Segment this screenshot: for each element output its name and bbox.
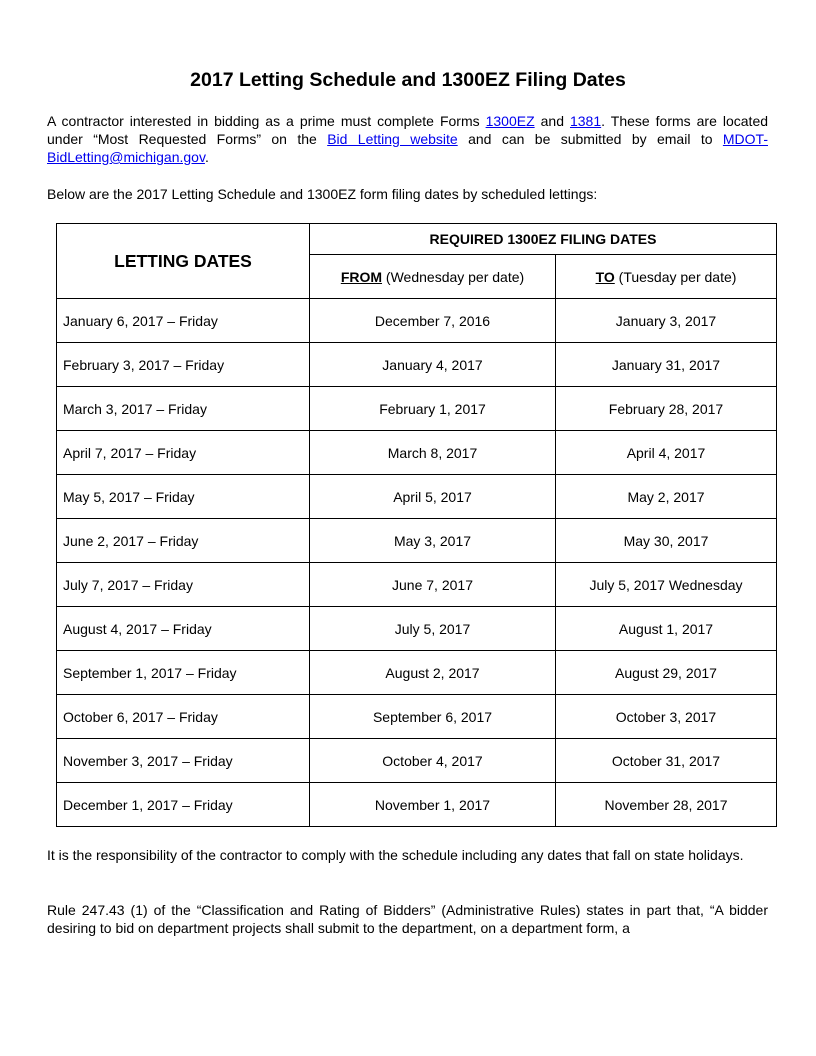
- from-date-cell: December 7, 2016: [310, 299, 556, 343]
- letting-date-cell: March 3, 2017 – Friday: [57, 387, 310, 431]
- table-row: [57, 783, 777, 827]
- table-row: [57, 431, 777, 475]
- intro-text-4: and can be submitted by email to: [457, 131, 723, 147]
- letting-date-cell: January 6, 2017 – Friday: [57, 299, 310, 343]
- from-date-cell: April 5, 2017: [310, 475, 556, 519]
- to-header: [556, 255, 777, 299]
- table-row: [57, 695, 777, 739]
- page-title: 2017 Letting Schedule and 1300EZ Filing Dates: [190, 69, 626, 91]
- to-date-cell: October 31, 2017: [556, 739, 777, 783]
- to-date-cell: May 2, 2017: [556, 475, 777, 519]
- to-date-cell: August 1, 2017: [556, 607, 777, 651]
- rule-paragraph: Rule 247.43 (1) of the “Classification and Rating of Bidders” (Administrative Rules) states in part that, “A bidder desiring to bid on department projects shall submit to the department, on a department form, a: [47, 902, 768, 936]
- table-row: [57, 519, 777, 563]
- to-date-cell: April 4, 2017: [556, 431, 777, 475]
- from-date-cell: June 7, 2017: [310, 563, 556, 607]
- intro-text-1: A contractor interested in bidding as a prime must complete Forms: [47, 113, 486, 129]
- schedule-intro-text: Below are the 2017 Letting Schedule and 1300EZ form filing dates by scheduled lettings:: [47, 186, 598, 202]
- from-date-cell: November 1, 2017: [310, 783, 556, 827]
- to-date-cell: February 28, 2017: [556, 387, 777, 431]
- letting-date-cell: November 3, 2017 – Friday: [57, 739, 310, 783]
- schedule-table-body: [57, 299, 777, 827]
- intro-text-3: . These forms are located under “Most Requested Forms” on the: [47, 113, 769, 147]
- to-date-cell: May 30, 2017: [556, 519, 777, 563]
- table-row: [57, 607, 777, 651]
- letting-date-cell: July 7, 2017 – Friday: [57, 563, 310, 607]
- table-row: [57, 651, 777, 695]
- to-date-cell: January 3, 2017: [556, 299, 777, 343]
- letting-date-cell: September 1, 2017 – Friday: [57, 651, 310, 695]
- responsibility-paragraph: It is the responsibility of the contractor to comply with the schedule including any dates that fall on state holidays.: [47, 847, 744, 863]
- required-filing-dates-header: REQUIRED 1300EZ FILING DATES: [310, 224, 777, 255]
- letting-date-cell: June 2, 2017 – Friday: [57, 519, 310, 563]
- letting-date-cell: April 7, 2017 – Friday: [57, 431, 310, 475]
- from-date-cell: March 8, 2017: [310, 431, 556, 475]
- letting-date-cell: October 6, 2017 – Friday: [57, 695, 310, 739]
- intro-paragraph: [47, 112, 768, 166]
- bid-letting-website-link[interactable]: Bid Letting website: [327, 131, 458, 147]
- from-date-cell: July 5, 2017: [310, 607, 556, 651]
- from-date-cell: August 2, 2017: [310, 651, 556, 695]
- to-date-cell: August 29, 2017: [556, 651, 777, 695]
- from-date-cell: May 3, 2017: [310, 519, 556, 563]
- from-date-cell: February 1, 2017: [310, 387, 556, 431]
- from-date-cell: January 4, 2017: [310, 343, 556, 387]
- table-row: [57, 299, 777, 343]
- letting-date-cell: December 1, 2017 – Friday: [57, 783, 310, 827]
- intro-text-5: .: [204, 149, 209, 165]
- to-date-cell: November 28, 2017: [556, 783, 777, 827]
- to-label: TO: [595, 268, 615, 285]
- to-note: (Tuesday per date): [614, 268, 737, 285]
- table-row: [57, 387, 777, 431]
- table-row: [57, 739, 777, 783]
- to-date-cell: January 31, 2017: [556, 343, 777, 387]
- from-label: FROM: [340, 268, 383, 285]
- letting-date-cell: February 3, 2017 – Friday: [57, 343, 310, 387]
- to-date-cell: October 3, 2017: [556, 695, 777, 739]
- letting-dates-header: LETTING DATES: [57, 224, 310, 299]
- form-1381-link[interactable]: 1381: [569, 113, 602, 129]
- table-row: [57, 475, 777, 519]
- letting-date-cell: August 4, 2017 – Friday: [57, 607, 310, 651]
- from-header: [310, 255, 556, 299]
- from-note: (Wednesday per date): [382, 268, 525, 285]
- from-date-cell: October 4, 2017: [310, 739, 556, 783]
- table-row: [57, 343, 777, 387]
- form-1300ez-link[interactable]: 1300EZ: [485, 113, 535, 129]
- from-date-cell: September 6, 2017: [310, 695, 556, 739]
- to-date-cell: July 5, 2017 Wednesday: [556, 563, 777, 607]
- table-row: [57, 563, 777, 607]
- email-link[interactable]: MDOT-BidLetting@michigan.gov: [47, 131, 768, 165]
- letting-schedule-table: [56, 223, 777, 827]
- intro-text-2: and: [534, 113, 570, 129]
- letting-date-cell: May 5, 2017 – Friday: [57, 475, 310, 519]
